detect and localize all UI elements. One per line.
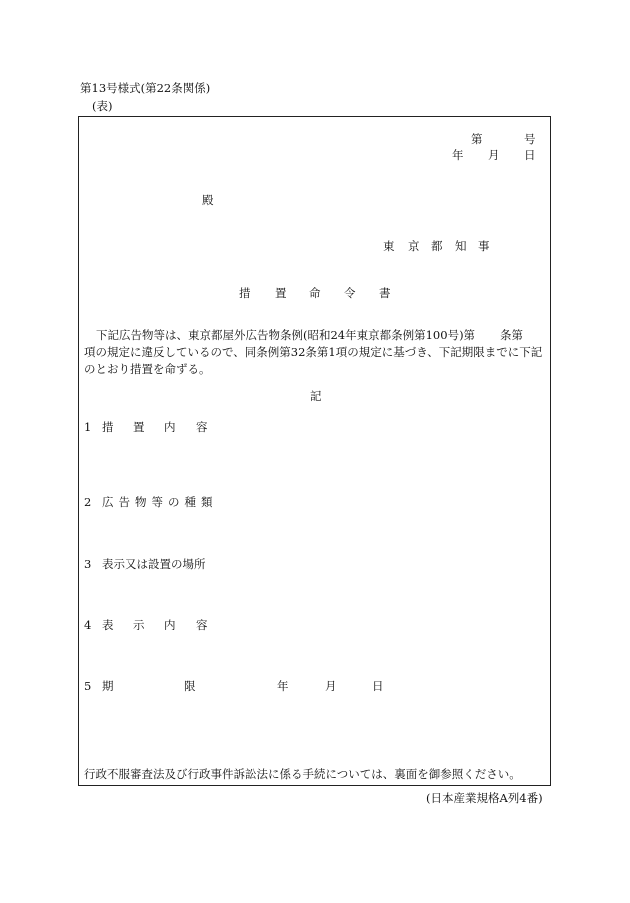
item-label-char: 限 (184, 679, 196, 693)
item-label-char: 措 (102, 420, 114, 434)
deadline-month: 月 (325, 679, 337, 693)
item-label: 広告物等の種類 (102, 495, 218, 509)
deadline-day: 日 (372, 679, 384, 693)
item-label-char: 容 (196, 618, 208, 632)
appeal-note: 行政不服審査法及び行政事件訴訟法に係る手続については、裏面を御参照ください。 (84, 767, 521, 781)
issuer-char: 東 (383, 239, 395, 253)
number-dai: 第 (471, 132, 483, 146)
issuer-char: 事 (478, 239, 490, 253)
title-char: 措 (239, 286, 251, 300)
addressee-suffix: 殿 (202, 193, 214, 207)
item-number: 2 (84, 495, 92, 509)
item-number: 5 (84, 679, 92, 693)
item-label-char: 容 (196, 420, 208, 434)
body-line-1: 下記広告物等は、東京都屋外広告物条例(昭和24年東京都条例第100号)第 (96, 328, 476, 342)
ki-marker: 記 (310, 389, 322, 403)
item-number: 3 (84, 557, 92, 571)
item-label-char: 内 (164, 420, 176, 434)
item-label-char: 期 (102, 679, 114, 693)
title-char: 書 (379, 286, 391, 300)
date-month: 月 (488, 148, 500, 162)
number-go: 号 (524, 132, 536, 146)
issuer-char: 京 (408, 239, 420, 253)
item-label: 表示又は設置の場所 (102, 557, 206, 571)
paper-size-note: (日本産業規格A列4番) (426, 791, 543, 805)
date-day: 日 (524, 148, 536, 162)
item-label-char: 表 (102, 618, 114, 632)
deadline-year: 年 (277, 679, 289, 693)
body-line-3: のとおり措置を命ずる。 (84, 362, 211, 376)
issuer-char: 知 (455, 239, 467, 253)
body-line-1-tail: 条第 (500, 328, 523, 342)
title-char: 命 (309, 286, 321, 300)
form-number: 第13号様式(第22条関係) (80, 81, 211, 95)
item-label-char: 置 (133, 420, 145, 434)
item-number: 4 (84, 618, 92, 632)
title-char: 令 (344, 286, 356, 300)
item-label-char: 示 (133, 618, 145, 632)
notice-form-box (78, 116, 551, 786)
title-char: 置 (275, 286, 287, 300)
date-year: 年 (452, 148, 464, 162)
front-label: (表) (92, 99, 113, 113)
item-label-char: 内 (164, 618, 176, 632)
item-number: 1 (84, 420, 92, 434)
issuer-char: 都 (431, 239, 443, 253)
body-line-2: 項の規定に違反しているので、同条例第32条第1項の規定に基づき、下記期限までに下記 (84, 345, 543, 359)
